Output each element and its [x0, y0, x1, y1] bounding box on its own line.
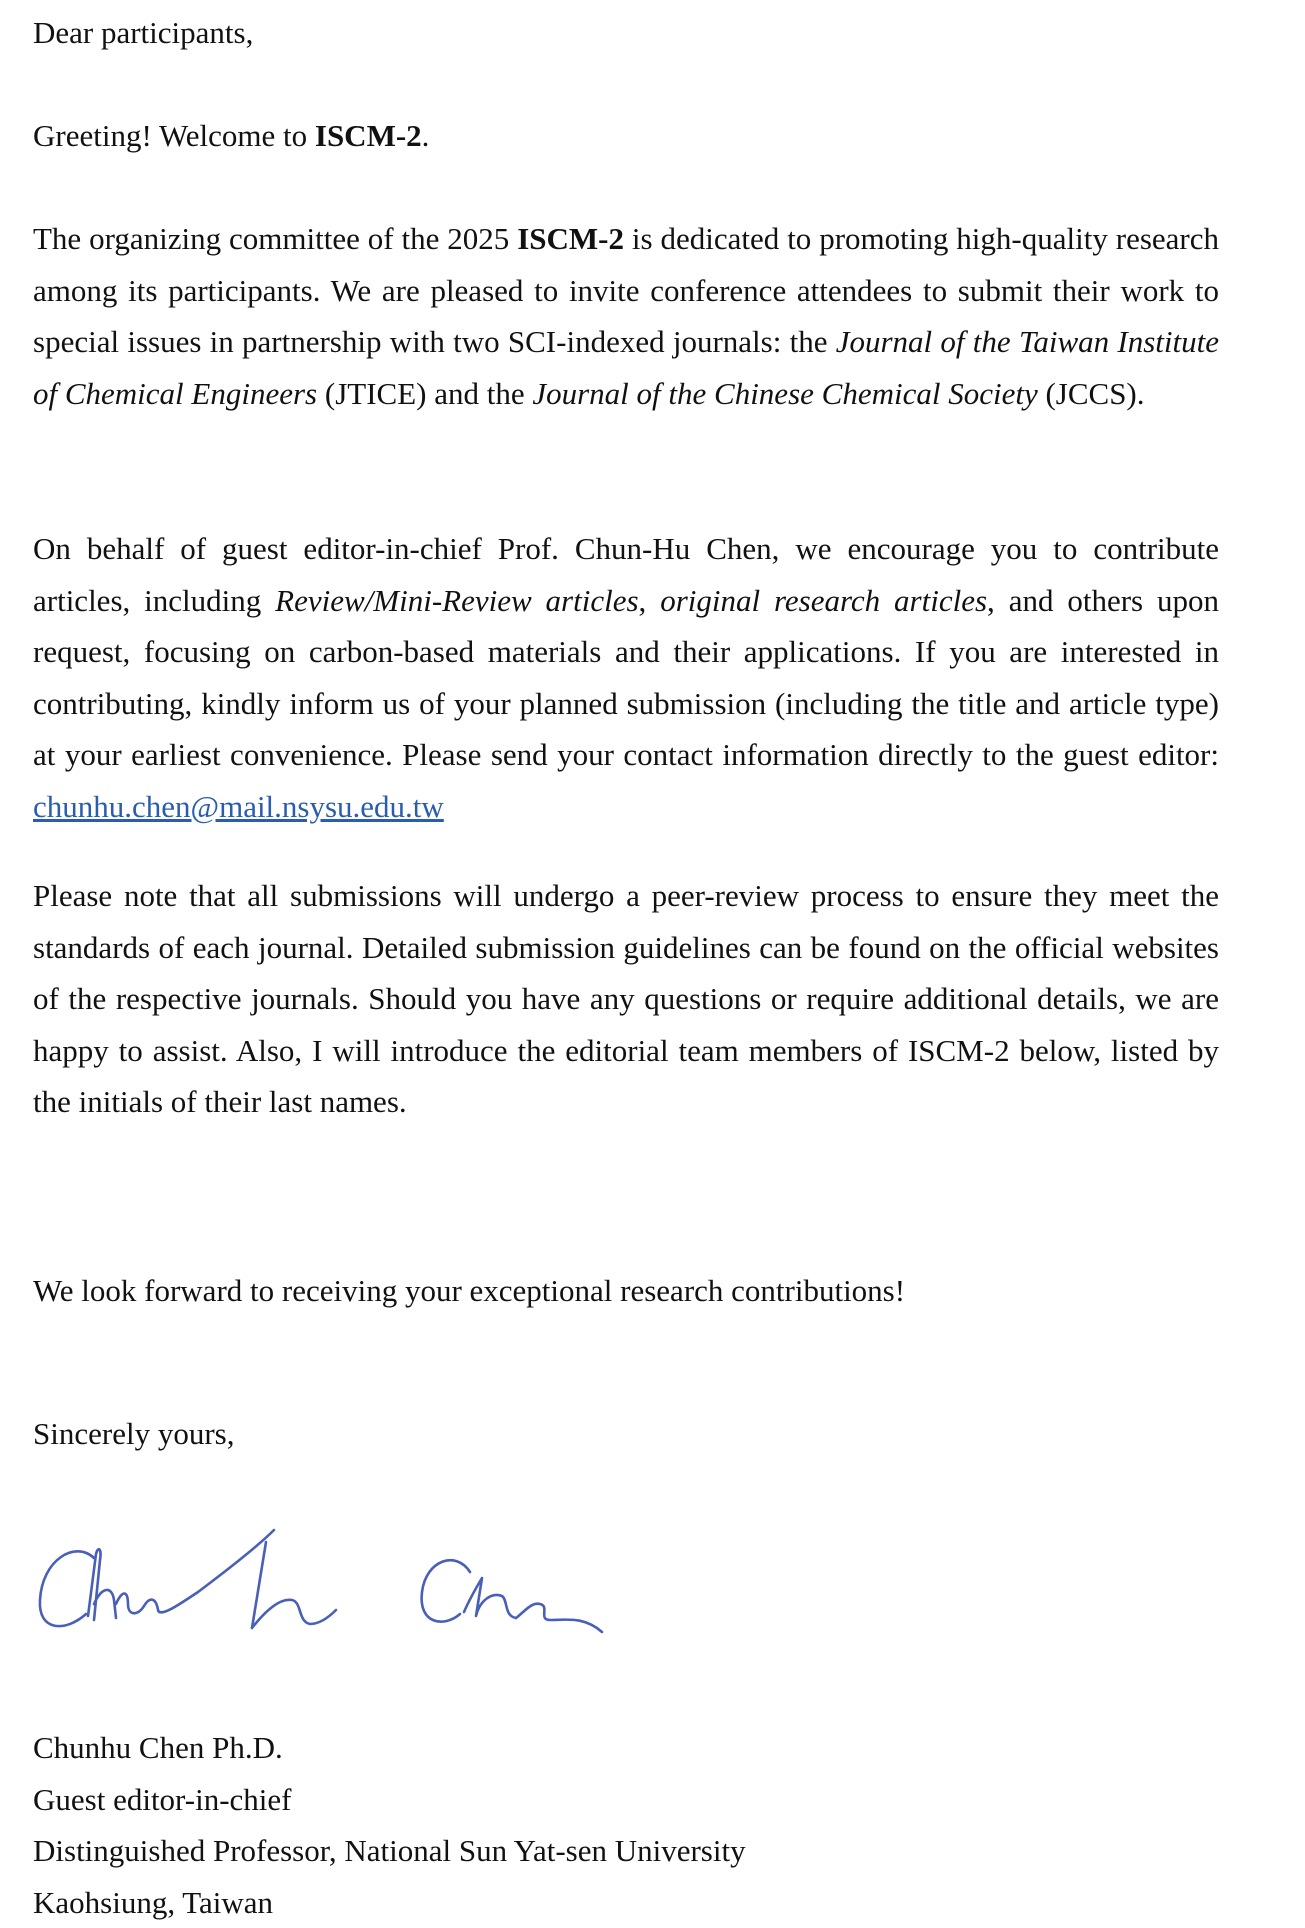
signatory-role: Guest editor-in-chief — [33, 1774, 1219, 1826]
paragraph-text: The organizing committee of the 2025 — [33, 221, 517, 256]
article-type-review: Review/Mini-Review articles — [275, 583, 638, 618]
paragraph-contribution — [33, 523, 1219, 832]
paragraph-text: , and others upon request, focusing on carbon-based materials and their applications. If you are interested in contributing, kindly inform us of your planned submission (including the title and article type) at your earliest convenience. Please send your contact information directly to the guest editor: — [33, 583, 1219, 773]
handwritten-signature — [30, 1520, 610, 1650]
journal-name-jccs: Journal of the Chinese Chemical Society — [532, 376, 1037, 411]
paragraph-invitation — [33, 213, 1219, 419]
signatory-affiliation: Distinguished Professor, National Sun Yat-sen University — [33, 1825, 1219, 1877]
article-type-original: original research articles — [660, 583, 987, 618]
separator: , — [639, 583, 661, 618]
paragraph-text: On behalf of guest editor-in-chief Prof. Chun-Hu Chen, we encourage you to contribute articles, including — [33, 531, 1219, 618]
conference-name: ISCM-2 — [517, 221, 624, 256]
paragraph-text: (JTICE) and the — [317, 376, 532, 411]
guest-editor-email-link[interactable]: chunhu.chen@mail.nsysu.edu.tw — [33, 789, 444, 824]
signature-drawing — [30, 1520, 610, 1650]
paragraph-peer-review: Please note that all submissions will undergo a peer-review process to ensure they meet the standards of each journal. Detailed submission guidelines can be found on the official websites of the respective journals. Should you have any questions or require additional details, we are happy to assist. Also, I will introduce the editorial team members of ISCM-2 below, listed by the initials of their last names. — [33, 870, 1219, 1128]
paragraph-text: is dedicated to promoting high-quality research among its participants. We are pleased to invite conference attendees to submit their work to special issues in partnership with two SCI-indexed journals: the — [33, 221, 1219, 359]
signatory-name: Chunhu Chen Ph.D. — [33, 1722, 1219, 1774]
signatory-block — [33, 1722, 1219, 1928]
greeting — [33, 110, 1219, 162]
journal-name-jtice: Journal of the Taiwan Institute of Chemical Engineers — [33, 324, 1219, 411]
closing-statement: We look forward to receiving your exceptional research contributions! — [33, 1265, 1219, 1317]
paragraph-text: (JCCS). — [1038, 376, 1145, 411]
greeting-end: . — [422, 118, 430, 153]
greeting-text: Greeting! Welcome to — [33, 118, 315, 153]
signatory-location: Kaohsiung, Taiwan — [33, 1877, 1219, 1928]
salutation: Dear participants, — [33, 7, 1219, 59]
conference-name: ISCM-2 — [315, 118, 422, 153]
sign-off: Sincerely yours, — [33, 1408, 1219, 1460]
